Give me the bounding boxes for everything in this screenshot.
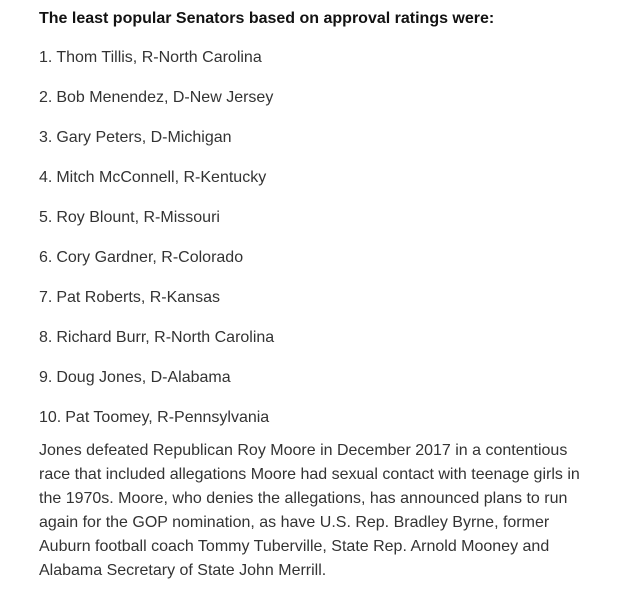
list-heading: The least popular Senators based on approval ratings were:	[39, 10, 495, 27]
list-item-rank: 9.	[39, 369, 53, 386]
list-item-name: Pat Roberts, R-Kansas	[56, 289, 220, 306]
list-item-rank: 5.	[39, 209, 53, 226]
list-item-rank: 1.	[39, 49, 53, 66]
list-item-rank: 10.	[39, 409, 62, 426]
list-item	[39, 48, 599, 68]
list-item-name: Gary Peters, D-Michigan	[56, 129, 232, 146]
list-item-rank: 8.	[39, 329, 53, 346]
list-item-name: Cory Gardner, R-Colorado	[56, 249, 244, 266]
list-item-rank: 7.	[39, 289, 53, 306]
article-body	[39, 9, 599, 583]
list-item-name: Mitch McConnell, R-Kentucky	[56, 169, 267, 186]
list-item	[39, 408, 599, 428]
list-item-rank: 4.	[39, 169, 53, 186]
list-item-name: Richard Burr, R-North Carolina	[56, 329, 275, 346]
article-paragraph: Jones defeated Republican Roy Moore in December 2017 in a contentious race that included allegations Moore had sexual contact with teenage girls in the 1970s. Moore, who denies the allegations, has announced plans to run again for the GOP nomination, as have U.S. Rep. Bradley Byrne, former Auburn football coach Tommy Tuberville, State Rep. Arnold Mooney and Alabama Secretary of State John Merrill.	[39, 442, 580, 579]
list-item-name: Doug Jones, D-Alabama	[56, 369, 231, 386]
list-item	[39, 248, 599, 268]
list-item	[39, 328, 599, 348]
list-item-name: Roy Blount, R-Missouri	[56, 209, 220, 226]
list-item	[39, 208, 599, 228]
list-item-name: Thom Tillis, R-North Carolina	[56, 49, 262, 66]
senator-list	[39, 48, 599, 428]
list-item-name: Bob Menendez, D-New Jersey	[56, 89, 274, 106]
list-item-rank: 6.	[39, 249, 53, 266]
list-item	[39, 368, 599, 388]
list-item-rank: 3.	[39, 129, 53, 146]
list-item	[39, 88, 599, 108]
list-item	[39, 288, 599, 308]
list-item	[39, 128, 599, 148]
list-item-name: Pat Toomey, R-Pennsylvania	[65, 409, 270, 426]
list-item	[39, 168, 599, 188]
list-item-rank: 2.	[39, 89, 53, 106]
